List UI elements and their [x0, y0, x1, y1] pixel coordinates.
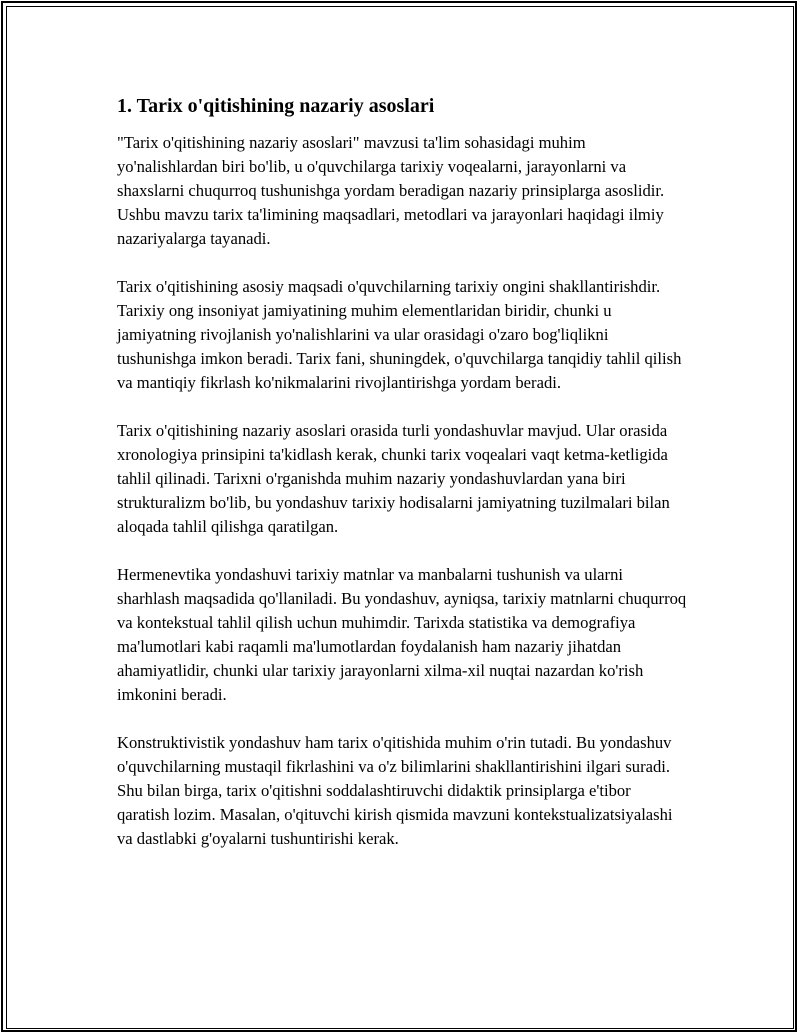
paragraph-2: Tarix o'qitishining asosiy maqsadi o'quvchilarning tarixiy ongini shakllantirishdir. Tarixiy ong insoniyat jamiyatining muhim elementlaridan biridir, chunki u jamiyatning rivojlanish yo'nalishlarini va ular orasidagi o'zaro bog'liqlikni tushunishga imkon beradi. Tarix fani, shuningdek, o'quvchilarga tanqidiy tahlil qilish va mantiqiy fikrlash ko'nikmalarini rivojlantirishga yordam beradi.	[117, 277, 682, 392]
section-heading: 1. Tarix o'qitishining nazariy asoslari	[117, 95, 435, 117]
paragraph-1: "Tarix o'qitishining nazariy asoslari" mavzusi ta'lim sohasidagi muhim yo'nalishlardan biri bo'lib, u o'quvchilarga tarixiy voqealarni, jarayonlarni va shaxslarni chuqurroq tushunishga yordam beradigan nazariy prinsiplarga asoslidir. Ushbu mavzu tarix ta'limining maqsadlari, metodlari va jarayonlari haqidagi ilmiy nazariyalarga tayanadi.	[117, 133, 665, 248]
paragraph-5: Konstruktivistik yondashuv ham tarix o'qitishida muhim o'rin tutadi. Bu yondashuv o'quvchilarning mustaqil fikrlashini va o'z bilimlarini shakllantirishini ilgari suradi. Shu bilan birga, tarix o'qitishni soddalashtiruvchi didaktik prinsiplarga e'tibor qaratish lozim. Masalan, o'qituvchi kirish qismida mavzuni kontekstualizatsiyalashi va dastlabki g'oyalarni tushuntirishi kerak.	[117, 733, 673, 848]
document-body	[117, 93, 687, 875]
paragraph-3: Tarix o'qitishining nazariy asoslari orasida turli yondashuvlar mavjud. Ular orasida xronologiya prinsipini ta'kidlash kerak, chunki tarix voqealari vaqt ketma-ketligida tahlil qilinadi. Tarixni o'rganishda muhim nazariy yondashuvlardan yana biri strukturalizm bo'lib, bu yondashuv tarixiy hodisalarni jamiyatning tuzilmalari bilan aloqada tahlil qilishga qaratilgan.	[117, 421, 670, 536]
paragraph-4: Hermenevtika yondashuvi tarixiy matnlar va manbalarni tushunish va ularni sharhlash maqsadida qo'llaniladi. Bu yondashuv, ayniqsa, tarixiy matnlarni chuqurroq va kontekstual tahlil qilish uchun muhimdir. Tarixda statistika va demografiya ma'lumotlari kabi raqamli ma'lumotlardan foydalanish ham nazariy jihatdan ahamiyatlidir, chunki ular tarixiy jarayonlarni xilma-xil nuqtai nazardan ko'rish imkonini beradi.	[117, 565, 687, 704]
